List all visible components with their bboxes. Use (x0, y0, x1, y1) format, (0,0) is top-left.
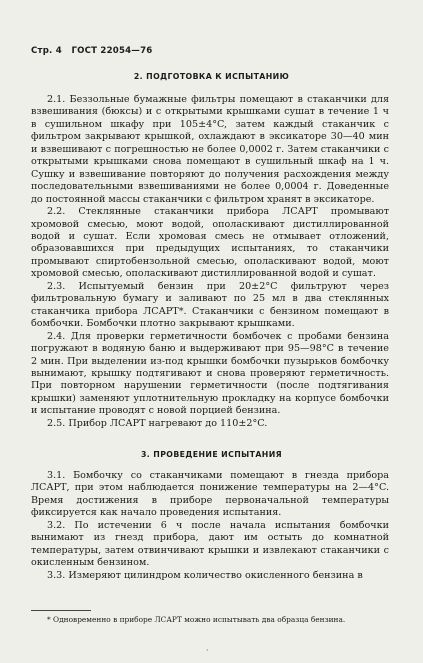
section-2-body (31, 94, 389, 430)
footnote-divider (31, 610, 91, 611)
paragraph-3-1: 3.1. Бомбочку со стаканчиками помещают в гнезда прибора ЛСАРТ, при этом наблюдается понижение температуры на 2—4°C. Время достижения в приборе первоначальной температуры фиксируется как начало проведения испытания. (31, 470, 389, 519)
section-3-body (31, 470, 389, 582)
standard-code: ГОСТ 22054—76 (71, 46, 153, 56)
paragraph-2-5: 2.5. Прибор ЛСАРТ нагревают до 110±2°C. (47, 417, 268, 429)
paragraph-2-3: 2.3. Испытуемый бензин при 20±2°C фильтруют через фильтровальную бумагу и заливают по 25 мл в два стеклянных стаканчика прибора ЛСАРТ*. Стаканчики с бензином помещают в бомбочки. Бомбочки плотно закрывают крышками. (31, 280, 389, 330)
page-mark: · (206, 646, 209, 655)
section-2-heading: 2. ПОДГОТОВКА К ИСПЫТАНИЮ (133, 72, 290, 81)
page-label: Стр. 4 (31, 46, 62, 56)
paragraph-2-1: 2.1. Беззольные бумажные фильтры помещают в стаканчики для взвешивания (бюксы) и с открытыми крышками сушат в течение 1 ч в сушильном шкафу при 105±4°C, затем каждый стаканчик с фильтром закрывают крышкой, охлаждают в эксикаторе 30—40 мин и взвешивают с погрешностью не более 0,0002 г. Затем стаканчики с открытыми крышками снова помещают в сушильный шкаф на 1 ч. Сушку и взвешивание повторяют до получения расхождения между последовательными взвешиваниями не более 0,0004 г. Доведенные до постоянной массы стаканчики с фильтром хранят в эксикаторе. (31, 94, 389, 205)
paragraph-3-3: 3.3. Измеряют цилиндром количество окисленного бензина в (47, 569, 363, 581)
paragraph-2-2: 2.2. Стеклянные стаканчики прибора ЛСАРТ промывают хромовой смесью, моют водой, ополаскивают дистиллированной водой и сушат. Если хромовая смесь не отмывает отложений, образовавшихся при предыдущих испытаниях, то стаканчики промывают спиртобензольной смесью, ополаскивают водой, моют хромовой смесью, ополаскивают дистиллированной водой и сушат. (31, 206, 389, 280)
page-header (31, 46, 152, 56)
section-3-heading: 3. ПРОВЕДЕНИЕ ИСПЫТАНИЯ (140, 450, 283, 459)
footnote: * Одновременно в приборе ЛСАРТ можно испытывать два образца бензина. (47, 615, 346, 624)
paragraph-3-2: 3.2. По истечении 6 ч после начала испытания бомбочки вынимают из гнезд прибора, дают им остыть до комнатной температуры, затем отвинчивают крышки и извлекают стаканчики с окисленным бензином. (31, 519, 389, 569)
paragraph-2-4: 2.4. Для проверки герметичности бомбочек с пробами бензина погружают в водяную баню и выдерживают при 95—98°C в течение 2 мин. При выделении из-под крышки бомбочки пузырьков бомбочку вынимают, крышку подтягивают и снова проверяют герметичность. При повторном нарушении герметичности (после подтягивания крышки) заменяют уплотнительную прокладку на корпусе бомбочки и испытание проводят с новой порцией бензина. (31, 330, 389, 417)
